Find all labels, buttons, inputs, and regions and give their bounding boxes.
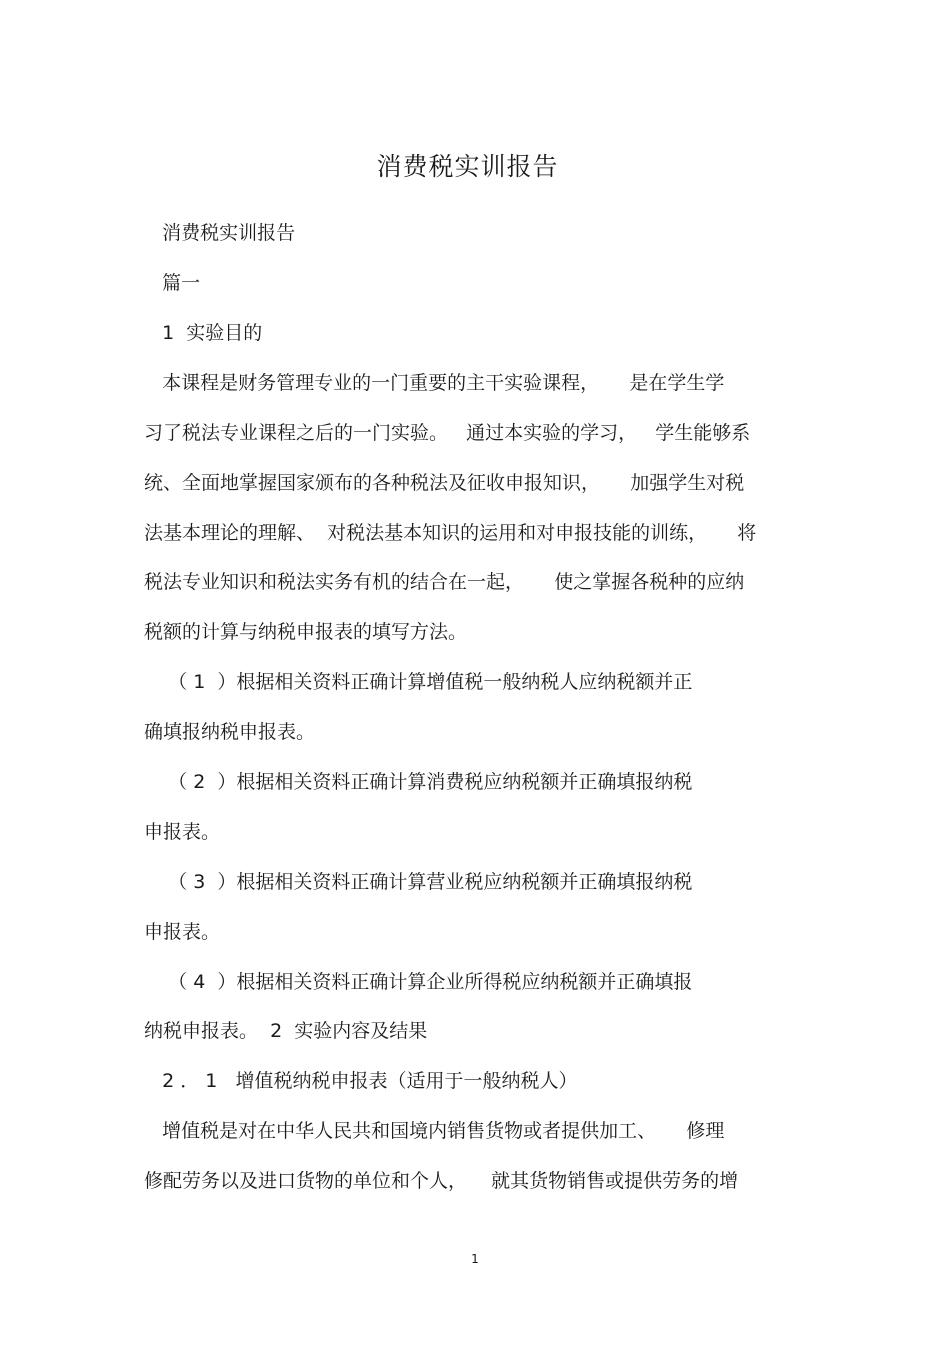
text-line: 统、全面地掌握国家颁布的各种税法及征收申报知识， 加强学生对税 <box>144 472 745 494</box>
text-line: 篇一 <box>144 272 201 294</box>
text-line: 税额的计算与纳税申报表的填写方法。 <box>144 621 468 643</box>
text-line: 申报表。 <box>144 921 221 943</box>
text-line: （ 3 ）根据相关资料正确计算营业税应纳税额并正确填报纳税 <box>144 871 693 893</box>
page-number: 1 <box>471 1252 479 1266</box>
text-line: 增值税是对在中华人民共和国境内销售货物或者提供加工、 修理 <box>144 1120 725 1142</box>
text-line: 2 ． 1 增值税纳税申报表（适用于一般纳税人） <box>144 1070 578 1092</box>
text-line: 修配劳务以及进口货物的单位和个人， 就其货物销售或提供劳务的增 <box>144 1170 739 1192</box>
text-line: （ 4 ）根据相关资料正确计算企业所得税应纳税额并正确填报 <box>144 971 693 993</box>
text-line: 税法专业知识和税法实务有机的结合在一起， 使之掌握各税种的应纳 <box>144 571 745 593</box>
text-line: 本课程是财务管理专业的一门重要的主干实验课程， 是在学生学 <box>144 372 725 394</box>
text-line: 1 实验目的 <box>144 322 263 344</box>
document-title: 消费税实训报告 <box>376 152 559 181</box>
text-line: （ 2 ）根据相关资料正确计算消费税应纳税额并正确填报纳税 <box>144 771 693 793</box>
text-line: 确填报纳税申报表。 <box>144 721 316 743</box>
text-line: （ 1 ）根据相关资料正确计算增值税一般纳税人应纳税额并正 <box>144 671 693 693</box>
text-line: 习了税法专业课程之后的一门实验。 通过本实验的学习， 学生能够系 <box>144 422 751 444</box>
text-line: 申报表。 <box>144 821 221 843</box>
text-line: 纳税申报表。 2 实验内容及结果 <box>144 1020 428 1042</box>
text-line: 消费税实训报告 <box>144 222 296 244</box>
text-line: 法基本理论的理解、 对税法基本知识的运用和对申报技能的训练， 将 <box>144 522 757 544</box>
